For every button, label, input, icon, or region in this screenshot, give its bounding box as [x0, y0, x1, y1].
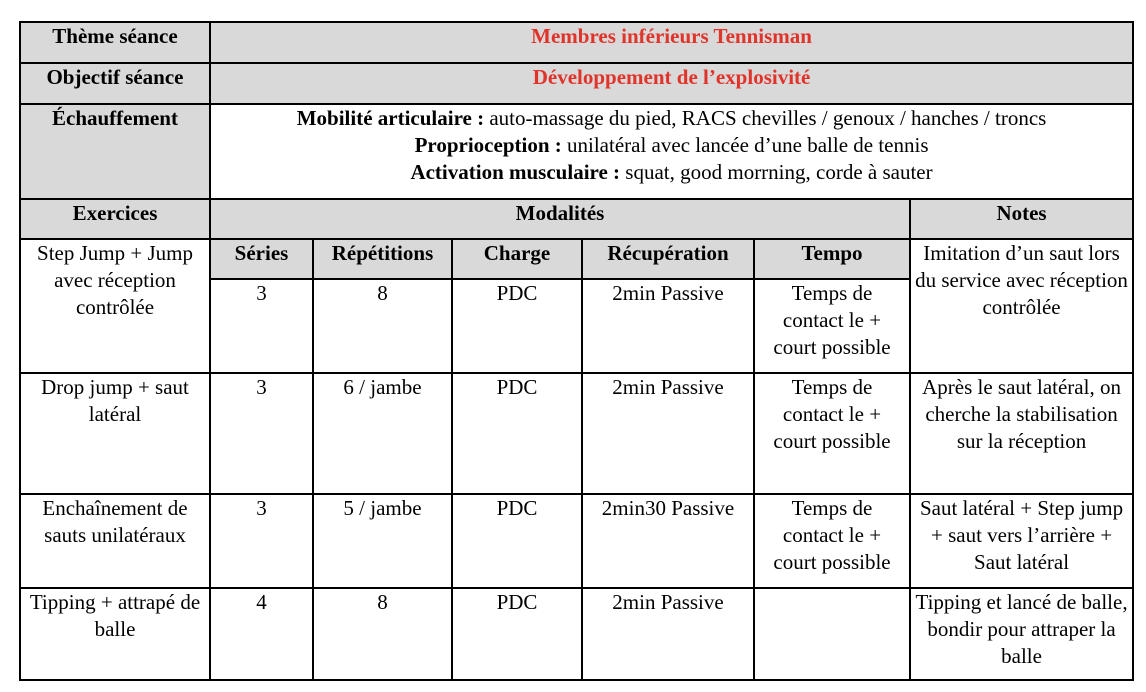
exercise-name: Tipping + attrapé de balle — [20, 588, 210, 680]
reps-value: 8 — [313, 588, 452, 680]
recovery-header: Récupération — [582, 239, 754, 279]
sets-value: 4 — [210, 588, 313, 680]
objective-label: Objectif séance — [20, 63, 210, 104]
exercise-notes: Saut latéral + Step jump + saut vers l’arrière + Saut latéral — [910, 494, 1133, 588]
sets-header: Séries — [210, 239, 313, 279]
warmup-line-proprioception: Proprioception : unilatéral avec lancée d’une balle de tennis — [414, 133, 929, 157]
modalities-header: Modalités — [210, 199, 910, 239]
notes-header: Notes — [910, 199, 1133, 239]
theme-value: Membres inférieurs Tennisman — [210, 22, 1133, 63]
warmup-row — [20, 104, 1133, 199]
reps-value: 6 / jambe — [313, 373, 452, 494]
exercise-name: Enchaînement de sauts unilatéraux — [20, 494, 210, 588]
reps-value: 8 — [313, 279, 452, 373]
theme-label: Thème séance — [20, 22, 210, 63]
objective-value: Développement de l’explosivité — [210, 63, 1133, 104]
sets-value: 3 — [210, 494, 313, 588]
tempo-value: Temps de contact le + court possible — [754, 494, 910, 588]
reps-value: 5 / jambe — [313, 494, 452, 588]
warmup-label: Échauffement — [20, 104, 210, 199]
table-row — [20, 239, 1133, 279]
sets-value: 3 — [210, 279, 313, 373]
warmup-content — [210, 104, 1133, 199]
column-group-header-row — [20, 199, 1133, 239]
table-row — [20, 588, 1133, 680]
load-value: PDC — [452, 494, 582, 588]
tempo-value: Temps de contact le + court possible — [754, 373, 910, 494]
warmup-line-mobility: Mobilité articulaire : auto-massage du pied, RACS chevilles / genoux / hanches / troncs — [296, 106, 1047, 130]
sets-value: 3 — [210, 373, 313, 494]
load-value: PDC — [452, 373, 582, 494]
reps-header: Répétitions — [313, 239, 452, 279]
load-value: PDC — [452, 279, 582, 373]
exercise-notes: Après le saut latéral, on cherche la stabilisation sur la réception — [910, 373, 1133, 494]
exercise-notes: Imitation d’un saut lors du service avec réception contrôlée — [910, 239, 1133, 373]
theme-row — [20, 22, 1133, 63]
exercise-name: Step Jump + Jump avec réception contrôlée — [20, 239, 210, 373]
recovery-value: 2min Passive — [582, 279, 754, 373]
objective-row — [20, 63, 1133, 104]
tempo-header: Tempo — [754, 239, 910, 279]
exercise-notes: Tipping et lancé de balle, bondir pour attraper la balle — [910, 588, 1133, 680]
load-value: PDC — [452, 588, 582, 680]
recovery-value: 2min Passive — [582, 588, 754, 680]
exercise-name: Drop jump + saut latéral — [20, 373, 210, 494]
load-header: Charge — [452, 239, 582, 279]
table-row — [20, 494, 1133, 588]
tempo-value: Temps de contact le + court possible — [754, 279, 910, 373]
recovery-value: 2min Passive — [582, 373, 754, 494]
warmup-line-activation: Activation musculaire : squat, good morrning, corde à sauter — [410, 160, 933, 184]
table-row — [20, 373, 1133, 494]
tempo-value — [754, 588, 910, 680]
recovery-value: 2min30 Passive — [582, 494, 754, 588]
training-session-table — [19, 21, 1134, 681]
exercises-header: Exercices — [20, 199, 210, 239]
